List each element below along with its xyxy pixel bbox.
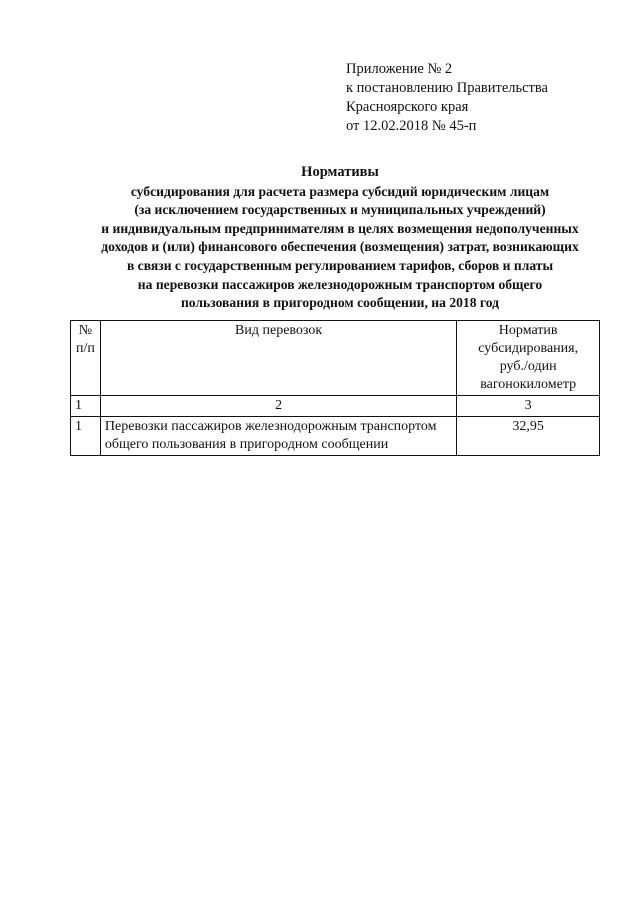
document-heading <box>60 163 620 313</box>
heading-line: субсидирования для расчета размера субсидий юридическим лицам <box>130 183 550 199</box>
appendix-line: к постановлению Правительства <box>346 80 548 96</box>
header-num-line: п/п <box>76 341 95 356</box>
header-num-line: № <box>78 323 93 338</box>
heading-line: и индивидуальным предпринимателям в целях возмещения недополученных <box>101 220 579 236</box>
heading-line: в связи с государственным регулированием тарифов, сборов и платы <box>126 257 554 273</box>
heading-line: на перевозки пассажиров железнодорожным транспортом общего <box>137 276 543 292</box>
header-norm-line: руб./один <box>499 359 557 374</box>
table-index-row <box>71 396 600 417</box>
header-norm-line: Норматив <box>498 323 558 338</box>
table-row <box>71 417 600 456</box>
heading-line: пользования в пригородном сообщении, на 2018 год <box>180 295 500 311</box>
heading-line: доходов и (или) финансового обеспечения (возмещения) затрат, возникающих <box>101 239 579 255</box>
index-cell: 1 <box>71 396 101 417</box>
header-norm-line: субсидирования, <box>478 341 579 356</box>
row-type-line: Перевозки пассажиров железнодорожным транспортом <box>104 419 437 434</box>
row-type <box>100 417 456 456</box>
appendix-line: Красноярского края <box>346 99 469 115</box>
header-norm-line: вагонокилометр <box>480 377 577 392</box>
index-cell: 2 <box>100 396 456 417</box>
document-title: Нормативы <box>301 164 379 180</box>
index-cell: 3 <box>457 396 600 417</box>
header-norm <box>457 321 600 396</box>
appendix-line: от 12.02.2018 № 45-п <box>346 118 477 134</box>
appendix-line: Приложение № 2 <box>346 61 453 77</box>
heading-line: (за исключением государственных и муниципальных учреждений) <box>134 202 546 218</box>
row-num: 1 <box>71 417 101 456</box>
header-type: Вид перевозок <box>100 321 456 396</box>
row-value: 32,95 <box>457 417 600 456</box>
norms-table <box>70 320 600 456</box>
header-num <box>71 321 101 396</box>
row-type-line: общего пользования в пригородном сообщении <box>104 437 389 452</box>
appendix-block <box>346 60 548 136</box>
table-header-row <box>71 321 600 396</box>
